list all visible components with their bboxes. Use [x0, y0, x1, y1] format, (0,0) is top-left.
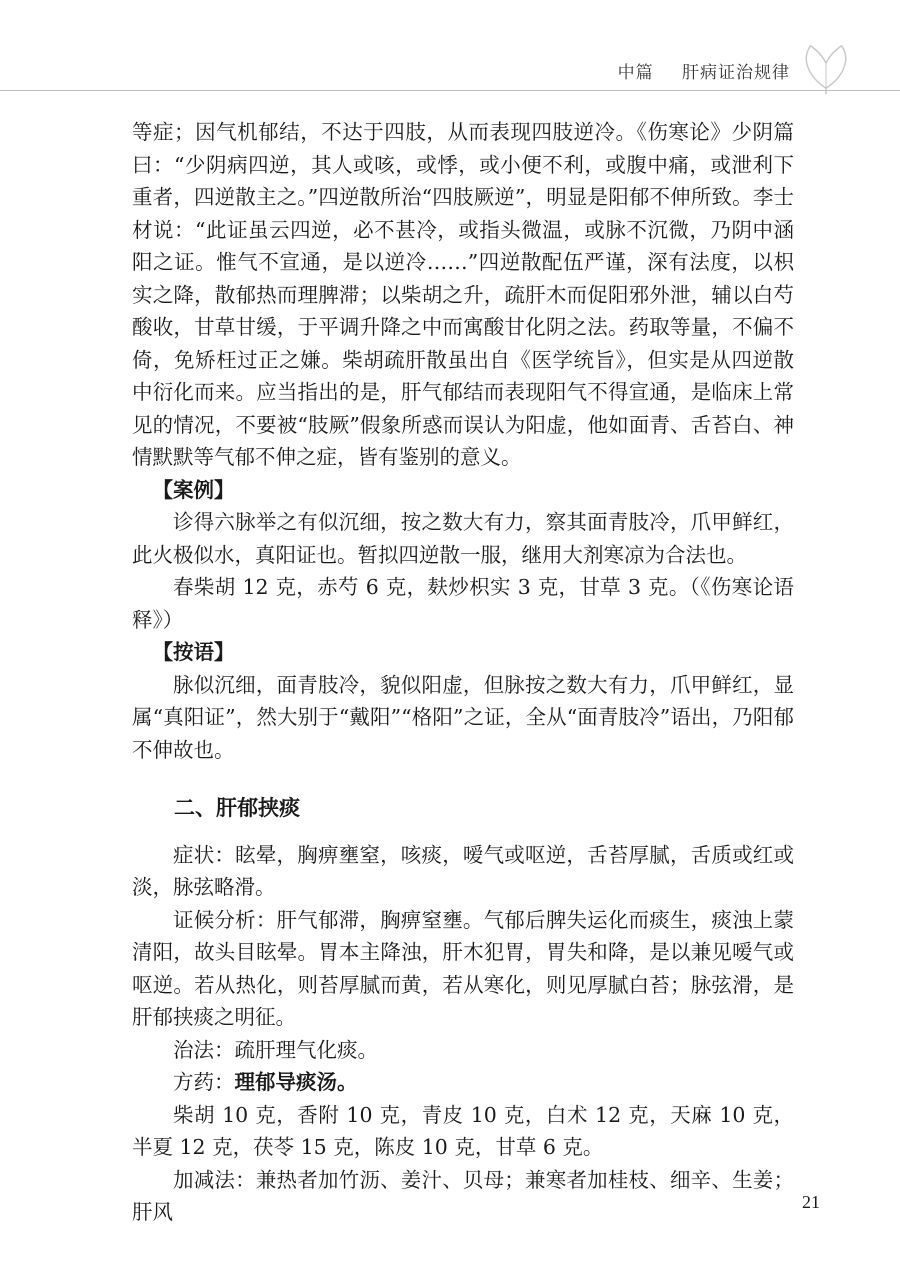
case-heading: 【案例】: [152, 477, 235, 502]
modification-paragraph: 加减法：兼热者加竹沥、姜汁、贝母；兼寒者加桂枝、细辛、生姜；肝风: [132, 1167, 794, 1224]
formula-paragraph: [132, 1066, 794, 1099]
page-number: 21: [802, 1192, 820, 1212]
treatment-paragraph: 治法：疏肝理气化痰。: [173, 1037, 378, 1062]
paragraph-sini-san: 等症；因气机郁结，不达于四肢，从而表现四肢逆冷。《伤寒论》少阴篇曰：“少阴病四逆，其人或咳，或悸，或小便不利，或腹中痛，或泄利下重者，四逆散主之。”四逆散所治“四肢厥逆”，明显是阳郁不伸所致。李士材说：“此证虽云四逆，必不甚冷，或指头微温，或脉不沉微，乃阴中涵阳之证。惟气不宣通，是以逆冷……”四逆散配伍严谨，深有法度，以枳实之降，散郁热而理脾滞；以柴胡之升，疏肝木而促阳邪外泄，辅以白芍酸收，甘草甘缓，于平调升降之中而寓酸甘化阴之法。药取等量，不偏不倚，免矫枉过正之嫌。柴胡疏肝散虽出自《医学统旨》，但实是从四逆散中衍化而来。应当指出的是，肝气郁结而表现阳气不得宣通，是临床上常见的情况，不要被“肢厥”假象所惑而误认为阳虚，他如面青、舌苔白、神情默默等气郁不伸之症，皆有鉴别的意义。: [132, 120, 794, 469]
case-paragraph: 诊得六脉举之有似沉细，按之数大有力，察其面青肢冷，爪甲鲜红，此火极似水，真阳证也。暂拟四逆散一服，继用大剂寒凉为合法也。: [132, 510, 794, 567]
case-prescription: 春柴胡 12 克，赤芍 6 克，麸炒枳实 3 克，甘草 3 克。（《伤寒论语释》）: [132, 575, 794, 632]
header-part: 中篇: [617, 63, 654, 83]
header-rule: [0, 90, 900, 91]
formula-label: 方药：: [173, 1070, 235, 1094]
analysis-paragraph: 证候分析：肝气郁滞，胸痹窒壅。气郁后脾失运化而痰生，痰浊上蒙清阳，故头目眩晕。胃本主降浊，肝木犯胃，胃失和降，是以兼见嗳气或呕逆。若从热化，则苔厚腻而黄，若从寒化，则见厚腻白苔；脉弦滑，是肝郁挟痰之明征。: [132, 907, 794, 1029]
symptom-paragraph: 症状：眩晕，胸痹壅窒，咳痰，嗳气或呕逆，舌苔厚腻，舌质或红或淡，脉弦略滑。: [132, 842, 794, 899]
page-body: [132, 116, 794, 1229]
note-paragraph: 脉似沉细，面青肢冷，貌似阳虚，但脉按之数大有力，爪甲鲜红，显属“真阳证”，然大别于“戴阳”“格阳”之证，全从“面青肢冷”语出，乃阳郁不伸故也。: [132, 672, 794, 762]
herbs-paragraph: 柴胡 10 克，香附 10 克，青皮 10 克，白术 12 克，天麻 10 克，半夏 12 克，茯苓 15 克，陈皮 10 克，甘草 6 克。: [132, 1102, 794, 1159]
ginkgo-leaf-icon: [797, 38, 855, 96]
section-title: 二、肝郁挟痰: [174, 795, 300, 820]
note-heading: 【按语】: [152, 640, 235, 664]
header-title: 肝病证治规律: [682, 63, 790, 83]
formula-name: 理郁导痰汤。: [234, 1070, 358, 1094]
running-header: [618, 58, 790, 83]
